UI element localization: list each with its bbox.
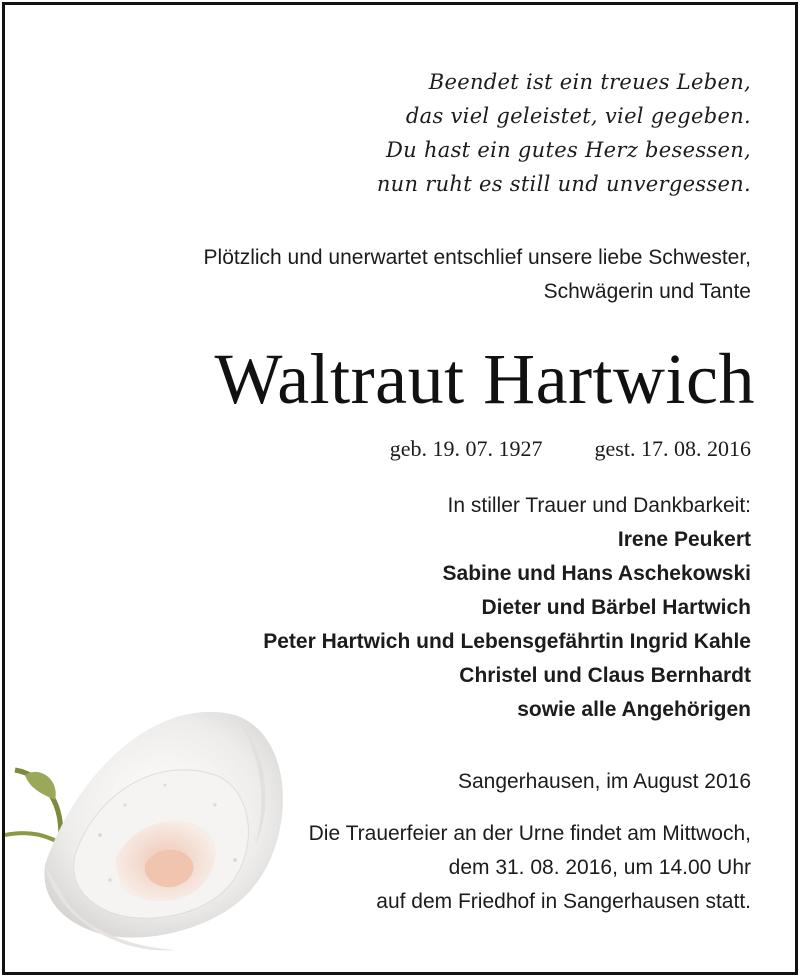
poem-verse [377,65,751,201]
mourner-name: Irene Peukert [617,528,751,551]
announcement-text [204,241,751,309]
funeral-line: Die Trauerfeier an der Urne findet am Mittwoch, [308,822,751,845]
mourner-name: sowie alle Angehörigen [517,698,751,721]
mourners-list [263,489,751,727]
mourners-heading: In stiller Trauer und Dankbarkeit: [447,494,751,517]
announcement-line: Schwägerin und Tante [543,280,751,303]
deceased-name: Waltraut Hartwich [214,339,755,419]
place-and-date: Sangerhausen, im August 2016 [457,770,751,793]
funeral-details [309,817,751,919]
funeral-line: dem 31. 08. 2016, um 14.00 Uhr [448,856,751,879]
poem-line: Beendet ist ein treues Leben, [428,70,751,94]
mourner-name: Dieter und Bärbel Hartwich [481,596,751,619]
mourner-name: Peter Hartwich und Lebensgefährtin Ingrid Kahle [263,630,751,653]
poem-line: Du hast ein gutes Herz besessen, [386,138,751,162]
death-date: gest. 17. 08. 2016 [594,436,751,461]
poem-line: nun ruht es still und unvergessen. [376,172,751,196]
birth-date: geb. 19. 07. 1927 [389,436,543,461]
mourner-name: Christel und Claus Bernhardt [459,664,751,687]
white-rose-icon [5,685,305,975]
obituary-card [2,2,798,975]
poem-line: das viel geleistet, viel gegeben. [405,104,751,128]
funeral-line: auf dem Friedhof in Sangerhausen statt. [376,890,751,913]
announcement-line: Plötzlich und unerwartet entschlief unsere liebe Schwester, [203,246,751,269]
mourner-name: Sabine und Hans Aschekowski [442,562,751,585]
life-dates [390,433,751,465]
